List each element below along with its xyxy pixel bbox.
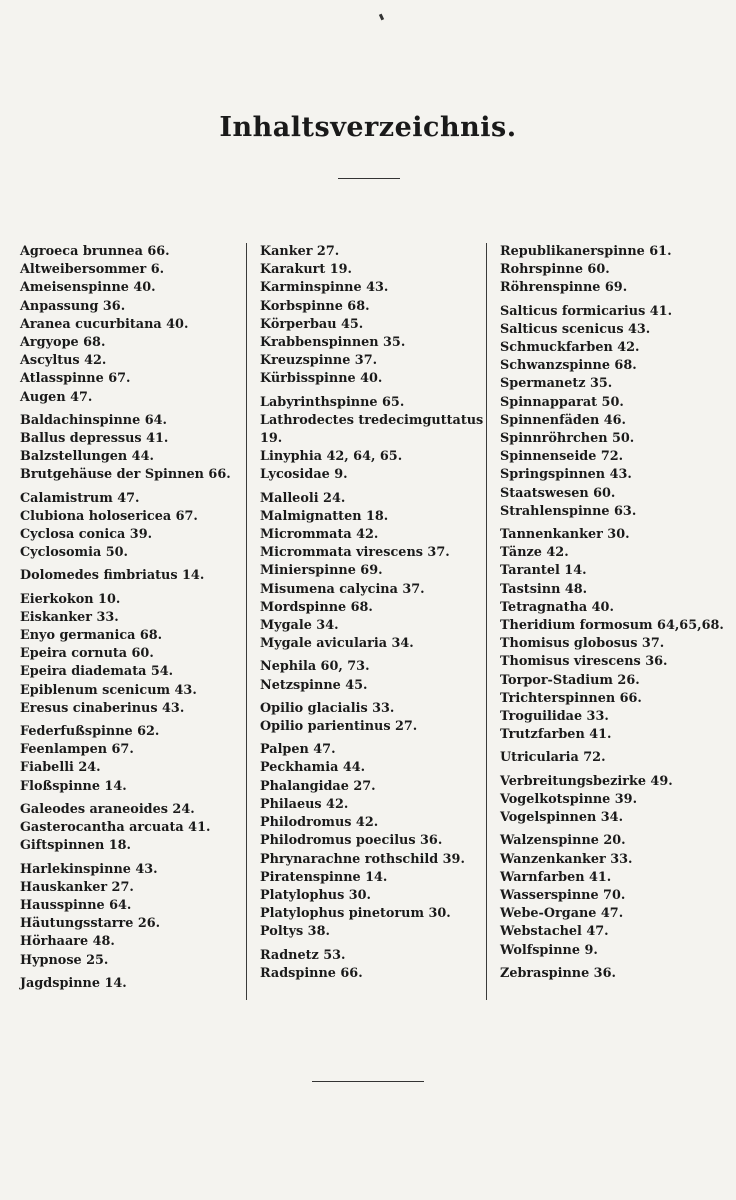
index-entry: Augen 47. (20, 389, 93, 405)
bottom-rule (312, 1081, 424, 1082)
index-entry: Minierspinne 69. (260, 563, 383, 579)
index-entry: Argyope 68. (20, 335, 106, 351)
index-entry: Spinnenseide 72. (500, 449, 624, 465)
index-entry: Enyo germanica 68. (20, 628, 163, 644)
index-entry: Rohrspinne 60. (500, 262, 610, 278)
index-entry: Philodromus poecilus 36. (260, 833, 443, 849)
index-entry: Kanker 27. (260, 244, 340, 259)
index-entry: Korbspinne 68. (260, 298, 370, 314)
index-entry: Salticus formicarius 41. (500, 303, 673, 319)
index-entry: Giftspinnen 18. (20, 838, 131, 854)
index-entry: Tarantel 14. (500, 563, 587, 579)
index-entry: Palpen 47. (260, 742, 336, 758)
index-entry: Salticus scenicus 43. (500, 321, 651, 337)
index-entry: Theridium formosum 64,65,68. (500, 618, 724, 634)
index-entry: Eierkokon 10. (20, 591, 121, 607)
index-entry: Philaeus 42. (260, 796, 349, 812)
index-entry: Lathrodectes tredecimguttatus (260, 412, 484, 428)
page-title: Inhaltsverzeichnis. (219, 112, 517, 143)
index-entry: Jagdspinne 14. (20, 975, 127, 991)
index-entry: Tastsinn 48. (500, 581, 588, 597)
index-entry: Dolomedes fimbriatus 14. (20, 568, 205, 584)
index-entry: Radspinne 66. (260, 965, 363, 981)
index-entry: Karakurt 19. (260, 262, 352, 278)
index-entry: Federfußspinne 62. (20, 724, 160, 740)
index-entry: Opilio parientinus 27. (260, 719, 418, 735)
index-entry: Brutgehäuse der Spinnen 66. (20, 467, 231, 483)
index-entry: Linyphia 42, 64, 65. (260, 449, 403, 465)
index-entry: Platylophus pinetorum 30. (260, 906, 451, 922)
index-entry: Thomisus globosus 37. (500, 636, 665, 652)
index-entry: Malmignatten 18. (260, 508, 389, 524)
index-entry: Kürbisspinne 40. (260, 371, 383, 387)
index-entry: Häutungsstarre 26. (20, 916, 161, 932)
index-entry: Agroeca brunnea 66. (20, 244, 170, 259)
index-entry: Hörhaare 48. (20, 934, 115, 950)
index-entry: Wasserspinne 70. (500, 887, 626, 903)
index-entry: Altweibersommer 6. (20, 262, 165, 278)
index-entry: Tannenkanker 30. (500, 527, 630, 543)
index-entry: Epiblenum scenicum 43. (20, 682, 197, 698)
index-entry: Calamistrum 47. (20, 490, 140, 506)
index-entry: Webstachel 47. (500, 924, 609, 940)
index-entry: Micrommata virescens 37. (260, 545, 450, 561)
index-entry: Floßspinne 14. (20, 778, 127, 794)
index-column-1 (20, 243, 242, 993)
index-entry: Körperbau 45. (260, 316, 364, 332)
index-entry: Webe-Organe 47. (500, 906, 624, 922)
index-entry: Gasterocantha arcuata 41. (20, 820, 211, 836)
index-entry: Spermanetz 35. (500, 376, 613, 392)
index-entry: Netzspinne 45. (260, 677, 368, 693)
index-entry: Tänze 42. (500, 545, 569, 561)
index-entry: Poltys 38. (260, 924, 330, 940)
index-entry: Cyclosa conica 39. (20, 527, 153, 543)
index-entry: Vogelspinnen 34. (500, 810, 624, 826)
index-entry: Hypnose 25. (20, 952, 109, 968)
index-entry: Strahlenspinne 63. (500, 503, 637, 519)
index-entry: Opilio glacialis 33. (260, 700, 395, 716)
index-entry: Phrynarachne rothschild 39. (260, 851, 465, 867)
index-entry: Epeira diademata 54. (20, 664, 174, 680)
index-entry: Mordspinne 68. (260, 599, 373, 615)
index-entry: Wolfspinne 9. (500, 942, 598, 958)
index-entry: Thomisus virescens 36. (500, 654, 668, 670)
column-divider (246, 243, 247, 1000)
index-entry: Phalangidae 27. (260, 778, 376, 794)
index-entry: Platylophus 30. (260, 887, 371, 903)
index-entry: Verbreitungsbezirke 49. (500, 773, 673, 789)
index-entry: 19. (260, 431, 283, 447)
index-entry: Atlasspinne 67. (20, 371, 131, 387)
index-entry: Schwanzspinne 68. (500, 358, 637, 374)
index-entry: Mygale 34. (260, 618, 339, 634)
index-entry: Peckhamia 44. (260, 760, 366, 776)
index-entry: Philodromus 42. (260, 815, 379, 831)
index-entry: Clubiona holosericea 67. (20, 508, 198, 524)
index-entry: Röhrenspinne 69. (500, 280, 628, 296)
index-entry: Labyrinthspinne 65. (260, 394, 405, 410)
index-entry: Trichterspinnen 66. (500, 690, 642, 706)
index-entry: Mygale avicularia 34. (260, 636, 414, 652)
index-entry: Cyclosomia 50. (20, 545, 128, 561)
index-entry: Baldachinspinne 64. (20, 412, 167, 428)
index-entry: Aranea cucurbitana 40. (20, 316, 189, 332)
index-entry: Harlekinspinne 43. (20, 861, 158, 877)
index-entry: Troguilidae 33. (500, 709, 609, 725)
index-entry: Misumena calycina 37. (260, 581, 425, 597)
index-column-2 (260, 243, 488, 983)
index-entry: Eresus cinaberinus 43. (20, 700, 185, 716)
index-entry: Ascyltus 42. (20, 353, 107, 369)
index-entry: Karminspinne 43. (260, 280, 389, 296)
index-entry: Staatswesen 60. (500, 485, 616, 501)
print-speck (379, 14, 384, 21)
index-entry: Fiabelli 24. (20, 760, 101, 776)
index-entry: Hausspinne 64. (20, 897, 132, 913)
index-entry: Schmuckfarben 42. (500, 340, 640, 356)
index-entry: Krabbenspinnen 35. (260, 335, 406, 351)
index-entry: Spinnapparat 50. (500, 394, 624, 410)
index-entry: Trutzfarben 41. (500, 727, 612, 743)
index-entry: Eiskanker 33. (20, 609, 119, 625)
index-entry: Republikanerspinne 61. (500, 244, 672, 259)
index-column-3 (500, 243, 732, 983)
index-entry: Walzenspinne 20. (500, 833, 626, 849)
index-entry: Torpor-Stadium 26. (500, 672, 640, 688)
index-entry: Zebraspinne 36. (500, 965, 616, 981)
index-entry: Anpassung 36. (20, 298, 126, 314)
index-entry: Malleoli 24. (260, 490, 346, 506)
index-entry: Balzstellungen 44. (20, 449, 154, 465)
index-entry: Lycosidae 9. (260, 467, 348, 483)
index-entry: Feenlampen 67. (20, 742, 134, 758)
index-entry: Galeodes araneoides 24. (20, 801, 195, 817)
index-entry: Piratenspinne 14. (260, 869, 388, 885)
index-entry: Epeira cornuta 60. (20, 646, 154, 662)
index-entry: Vogelkotspinne 39. (500, 791, 638, 807)
title-rule (338, 178, 400, 179)
index-entry: Kreuzspinne 37. (260, 353, 378, 369)
index-entry: Utricularia 72. (500, 750, 606, 766)
index-entry: Wanzenkanker 33. (500, 851, 633, 867)
index-entry: Ballus depressus 41. (20, 431, 169, 447)
index-entry: Radnetz 53. (260, 947, 346, 963)
index-entry: Spinnröhrchen 50. (500, 431, 635, 447)
index-entry: Hauskanker 27. (20, 879, 134, 895)
index-entry: Warnfarben 41. (500, 869, 612, 885)
index-entry: Spinnenfäden 46. (500, 412, 627, 428)
index-entry: Nephila 60, 73. (260, 659, 370, 675)
index-entry: Springspinnen 43. (500, 467, 632, 483)
index-entry: Tetragnatha 40. (500, 599, 614, 615)
index-entry: Ameisenspinne 40. (20, 280, 156, 296)
index-entry: Micrommata 42. (260, 527, 379, 543)
